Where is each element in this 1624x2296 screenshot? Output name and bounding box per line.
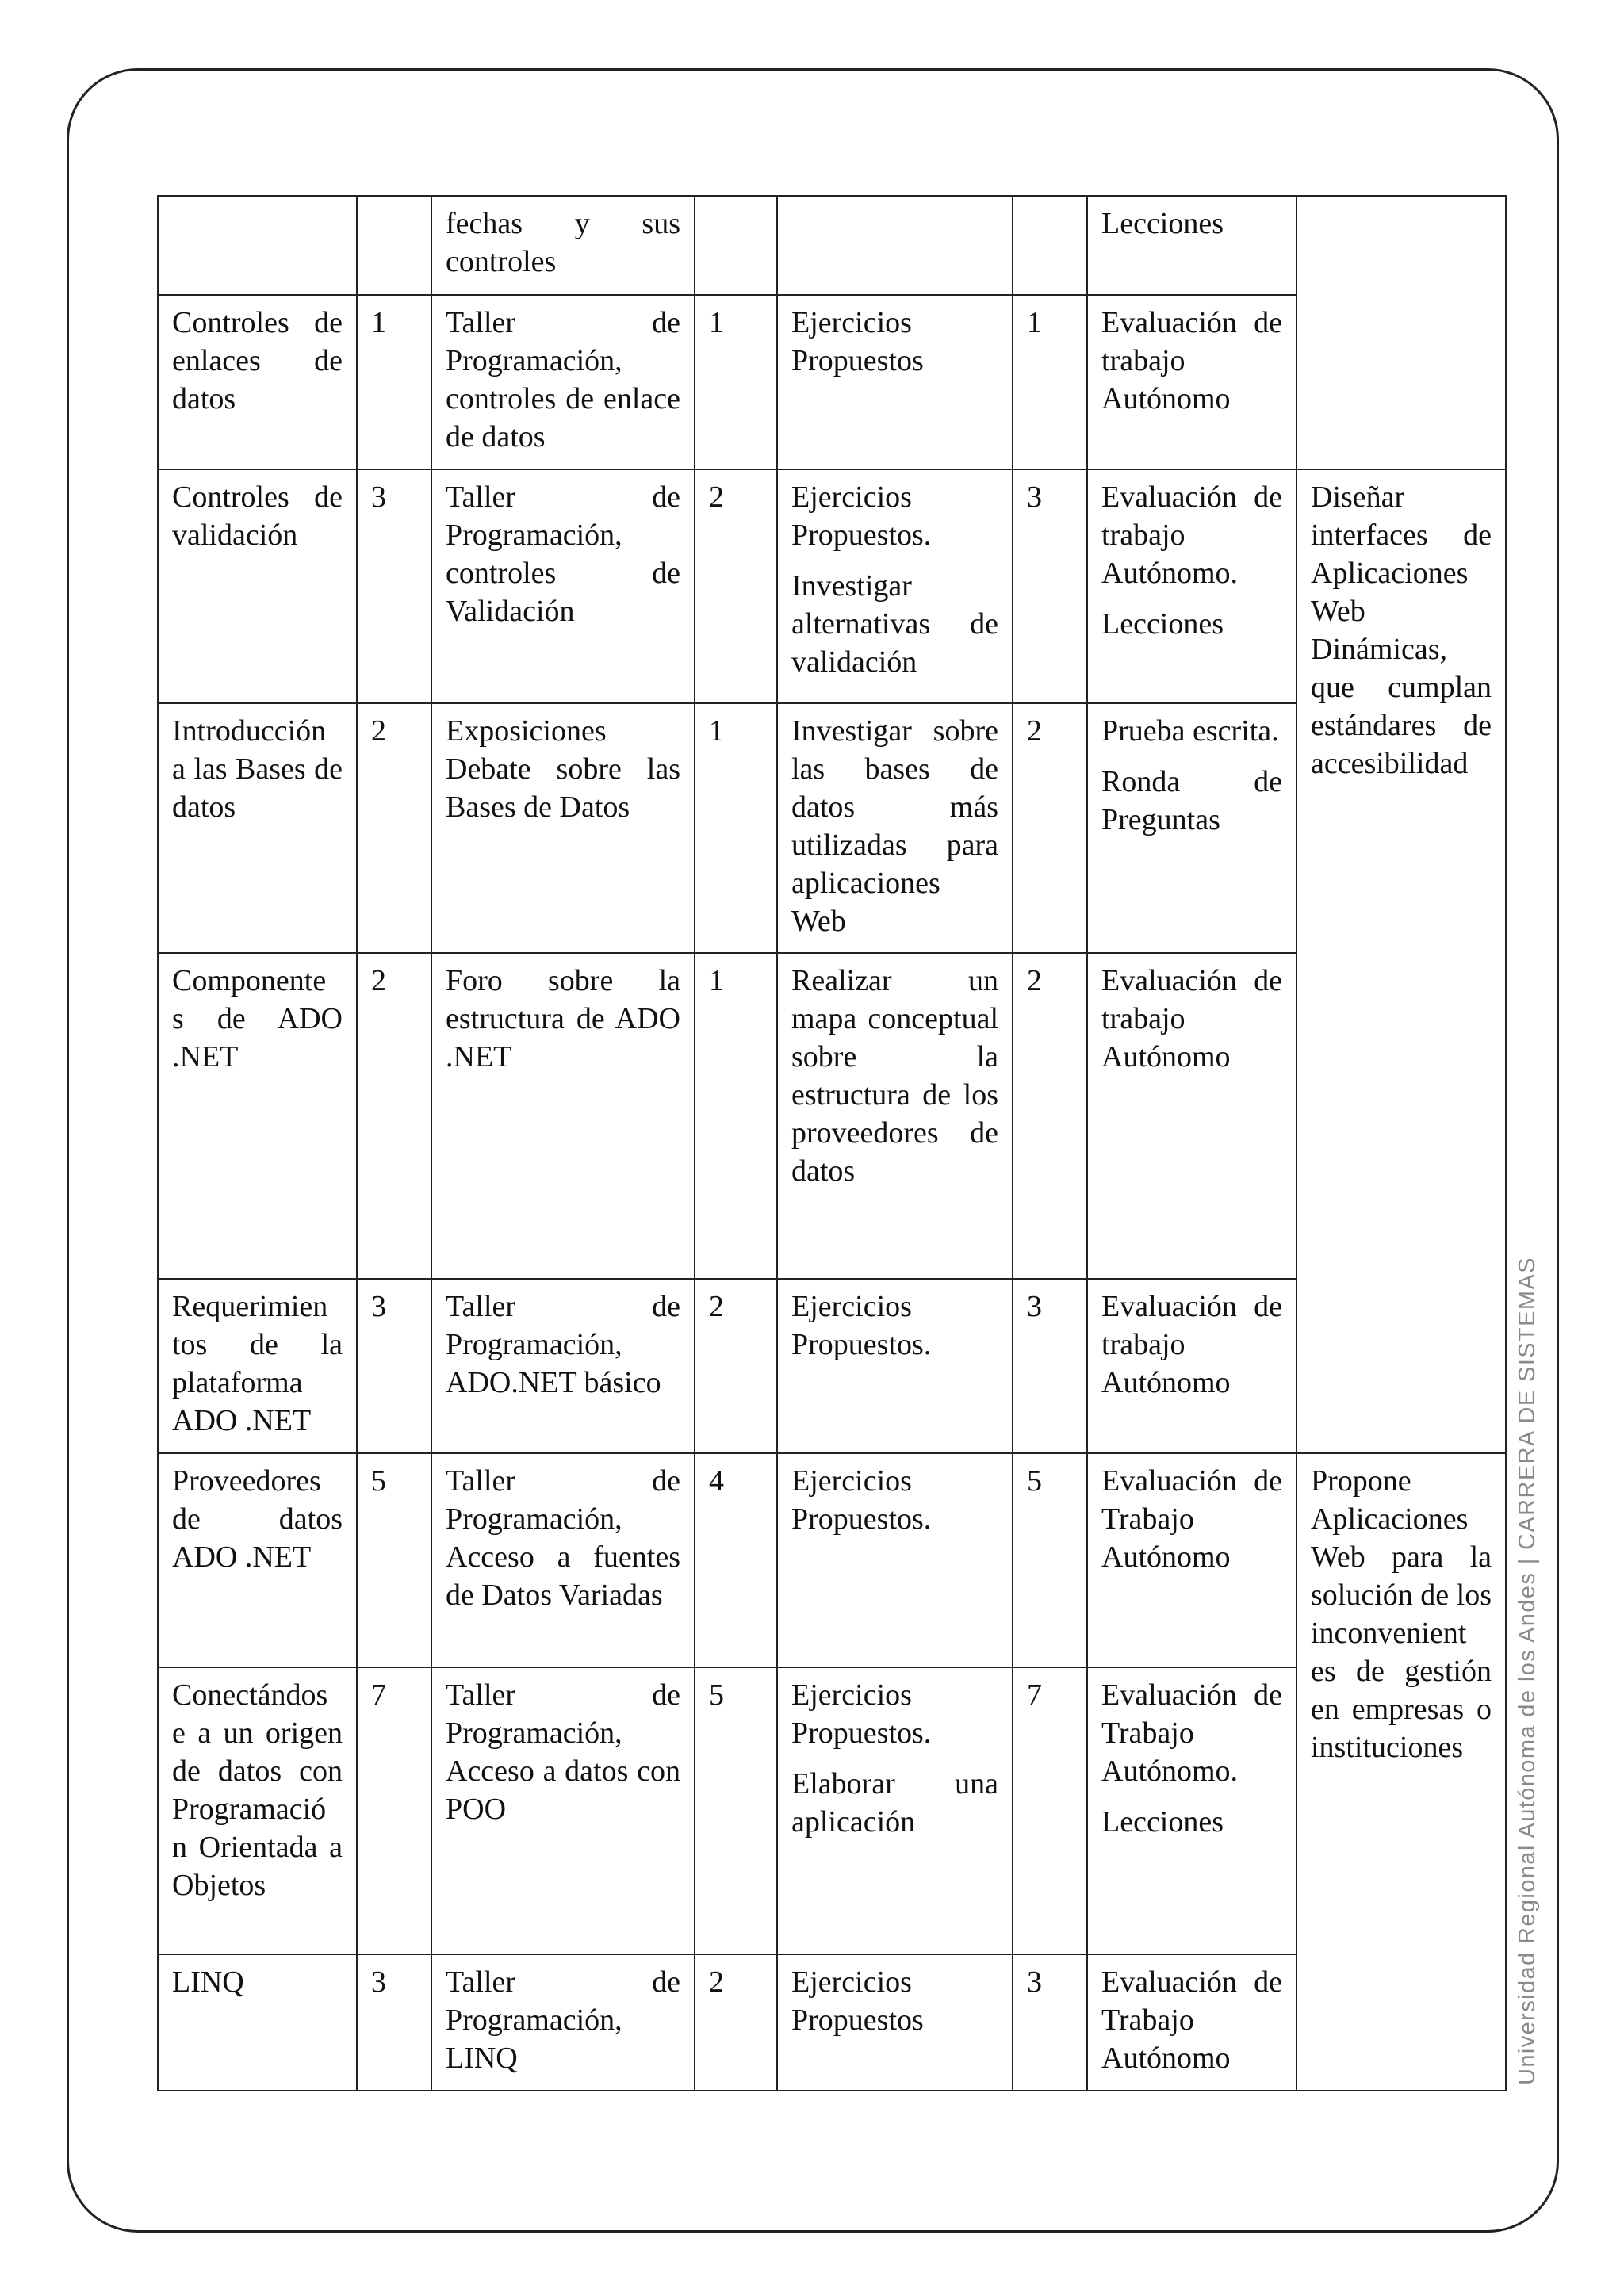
table-row: [158, 196, 1506, 295]
evaluation-cell: [1087, 953, 1297, 1279]
cell-paragraph: Ejercicios Propuestos.: [791, 1678, 932, 1750]
cell-paragraph: Exposiciones Debate sobre las Bases de Datos: [446, 714, 680, 824]
cell-paragraph: Lecciones: [1101, 1805, 1224, 1839]
university-sidebar-label: Universidad Regional Autónoma de los Andes | CARRERA DE SISTEMAS: [1515, 1257, 1540, 2085]
evaluation-cell: [1087, 1279, 1297, 1453]
evaluation-cell: [1087, 469, 1297, 703]
cell-paragraph: Lecciones: [1101, 207, 1224, 240]
cell-paragraph: Evaluación de trabajo Autónomo.: [1101, 480, 1282, 590]
cell-paragraph: Evaluación de Trabajo Autónomo: [1101, 1965, 1282, 2075]
autonomous-activity-cell: [777, 1279, 1013, 1453]
hours-cell: 7: [1013, 1667, 1087, 1954]
hours-cell: 3: [1013, 469, 1087, 703]
hours-cell: [1013, 196, 1087, 295]
class-activity-cell: [431, 295, 695, 469]
evaluation-cell: [1087, 1453, 1297, 1667]
autonomous-activity-cell: [777, 469, 1013, 703]
cell-paragraph: Prueba escrita.: [1101, 714, 1279, 748]
hours-cell: 7: [357, 1667, 431, 1954]
autonomous-activity-cell: [777, 703, 1013, 953]
table-row: [158, 1453, 1506, 1667]
cell-paragraph: Evaluación de trabajo Autónomo: [1101, 306, 1282, 415]
autonomous-activity-cell: [777, 1453, 1013, 1667]
hours-cell: 1: [695, 703, 777, 953]
cell-paragraph: Elaborar una aplicación: [791, 1767, 998, 1839]
cell-paragraph: Ejercicios Propuestos: [791, 1965, 924, 2037]
learning-outcome-cell: Propone Aplicaciones Web para la solución de los inconvenient es de gestión en empresas o instituciones: [1297, 1453, 1506, 2091]
hours-cell: [357, 196, 431, 295]
class-activity-cell: [431, 1453, 695, 1667]
hours-cell: [695, 196, 777, 295]
topic-cell: Controles de enlaces de datos: [158, 295, 357, 469]
learning-outcome-cell: [1297, 196, 1506, 469]
hours-cell: 3: [357, 1954, 431, 2091]
hours-cell: 2: [1013, 703, 1087, 953]
hours-cell: 4: [695, 1453, 777, 1667]
study-plan-table: [157, 195, 1507, 2091]
class-activity-cell: [431, 1279, 695, 1453]
class-activity-cell: [431, 953, 695, 1279]
learning-outcome-cell: Diseñar interfaces de Aplicaciones Web Dinámicas, que cumplan estándares de accesibilidad: [1297, 469, 1506, 1453]
cell-paragraph: Taller de Programación, controles de Validación: [446, 480, 680, 628]
cell-paragraph: Evaluación de Trabajo Autónomo.: [1101, 1678, 1282, 1788]
evaluation-cell: [1087, 196, 1297, 295]
cell-paragraph: Realizar un mapa conceptual sobre la estructura de los proveedores de datos: [791, 964, 998, 1188]
hours-cell: 5: [1013, 1453, 1087, 1667]
hours-cell: 1: [695, 953, 777, 1279]
cell-paragraph: Taller de Programación, controles de enlace de datos: [446, 306, 680, 453]
hours-cell: 2: [695, 469, 777, 703]
evaluation-cell: [1087, 295, 1297, 469]
topic-cell: LINQ: [158, 1954, 357, 2091]
cell-paragraph: Investigar alternativas de validación: [791, 569, 998, 679]
cell-paragraph: Ejercicios Propuestos: [791, 306, 924, 377]
cell-paragraph: fechas y sus controles: [446, 207, 680, 278]
autonomous-activity-cell: [777, 953, 1013, 1279]
hours-cell: 1: [357, 295, 431, 469]
topic-cell: Requerimien tos de la plataforma ADO .NET: [158, 1279, 357, 1453]
cell-paragraph: Taller de Programación, Acceso a fuentes de Datos Variadas: [446, 1464, 680, 1612]
hours-cell: 3: [1013, 1954, 1087, 2091]
hours-cell: 1: [695, 295, 777, 469]
topic-cell: Conectándos e a un origen de datos con Programació n Orientada a Objetos: [158, 1667, 357, 1954]
cell-paragraph: Taller de Programación, Acceso a datos con POO: [446, 1678, 680, 1826]
cell-paragraph: Evaluación de trabajo Autónomo: [1101, 964, 1282, 1073]
topic-cell: Componente s de ADO .NET: [158, 953, 357, 1279]
hours-cell: 2: [695, 1279, 777, 1453]
topic-cell: Proveedores de datos ADO .NET: [158, 1453, 357, 1667]
autonomous-activity-cell: [777, 196, 1013, 295]
hours-cell: 2: [357, 703, 431, 953]
cell-paragraph: Lecciones: [1101, 607, 1224, 641]
class-activity-cell: [431, 196, 695, 295]
hours-cell: 5: [357, 1453, 431, 1667]
class-activity-cell: [431, 1667, 695, 1954]
hours-cell: 2: [695, 1954, 777, 2091]
topic-cell: Introducción a las Bases de datos: [158, 703, 357, 953]
cell-paragraph: Ejercicios Propuestos.: [791, 480, 932, 552]
cell-paragraph: Ejercicios Propuestos.: [791, 1464, 932, 1536]
topic-cell: Controles de validación: [158, 469, 357, 703]
cell-paragraph: Taller de Programación, LINQ: [446, 1965, 680, 2075]
cell-paragraph: Investigar sobre las bases de datos más utilizadas para aplicaciones Web: [791, 714, 998, 938]
evaluation-cell: [1087, 1954, 1297, 2091]
hours-cell: 3: [357, 469, 431, 703]
autonomous-activity-cell: [777, 1954, 1013, 2091]
cell-paragraph: Evaluación de Trabajo Autónomo: [1101, 1464, 1282, 1574]
hours-cell: 3: [357, 1279, 431, 1453]
hours-cell: 5: [695, 1667, 777, 1954]
cell-paragraph: Evaluación de trabajo Autónomo: [1101, 1290, 1282, 1399]
evaluation-cell: [1087, 1667, 1297, 1954]
table-row: [158, 469, 1506, 703]
class-activity-cell: [431, 1954, 695, 2091]
autonomous-activity-cell: [777, 1667, 1013, 1954]
cell-paragraph: Ronda de Preguntas: [1101, 765, 1282, 836]
topic-cell: [158, 196, 357, 295]
cell-paragraph: Taller de Programación, ADO.NET básico: [446, 1290, 680, 1399]
hours-cell: 1: [1013, 295, 1087, 469]
class-activity-cell: [431, 469, 695, 703]
cell-paragraph: Foro sobre la estructura de ADO .NET: [446, 964, 680, 1073]
hours-cell: 2: [1013, 953, 1087, 1279]
class-activity-cell: [431, 703, 695, 953]
evaluation-cell: [1087, 703, 1297, 953]
autonomous-activity-cell: [777, 295, 1013, 469]
hours-cell: 3: [1013, 1279, 1087, 1453]
hours-cell: 2: [357, 953, 431, 1279]
cell-paragraph: Ejercicios Propuestos.: [791, 1290, 932, 1361]
